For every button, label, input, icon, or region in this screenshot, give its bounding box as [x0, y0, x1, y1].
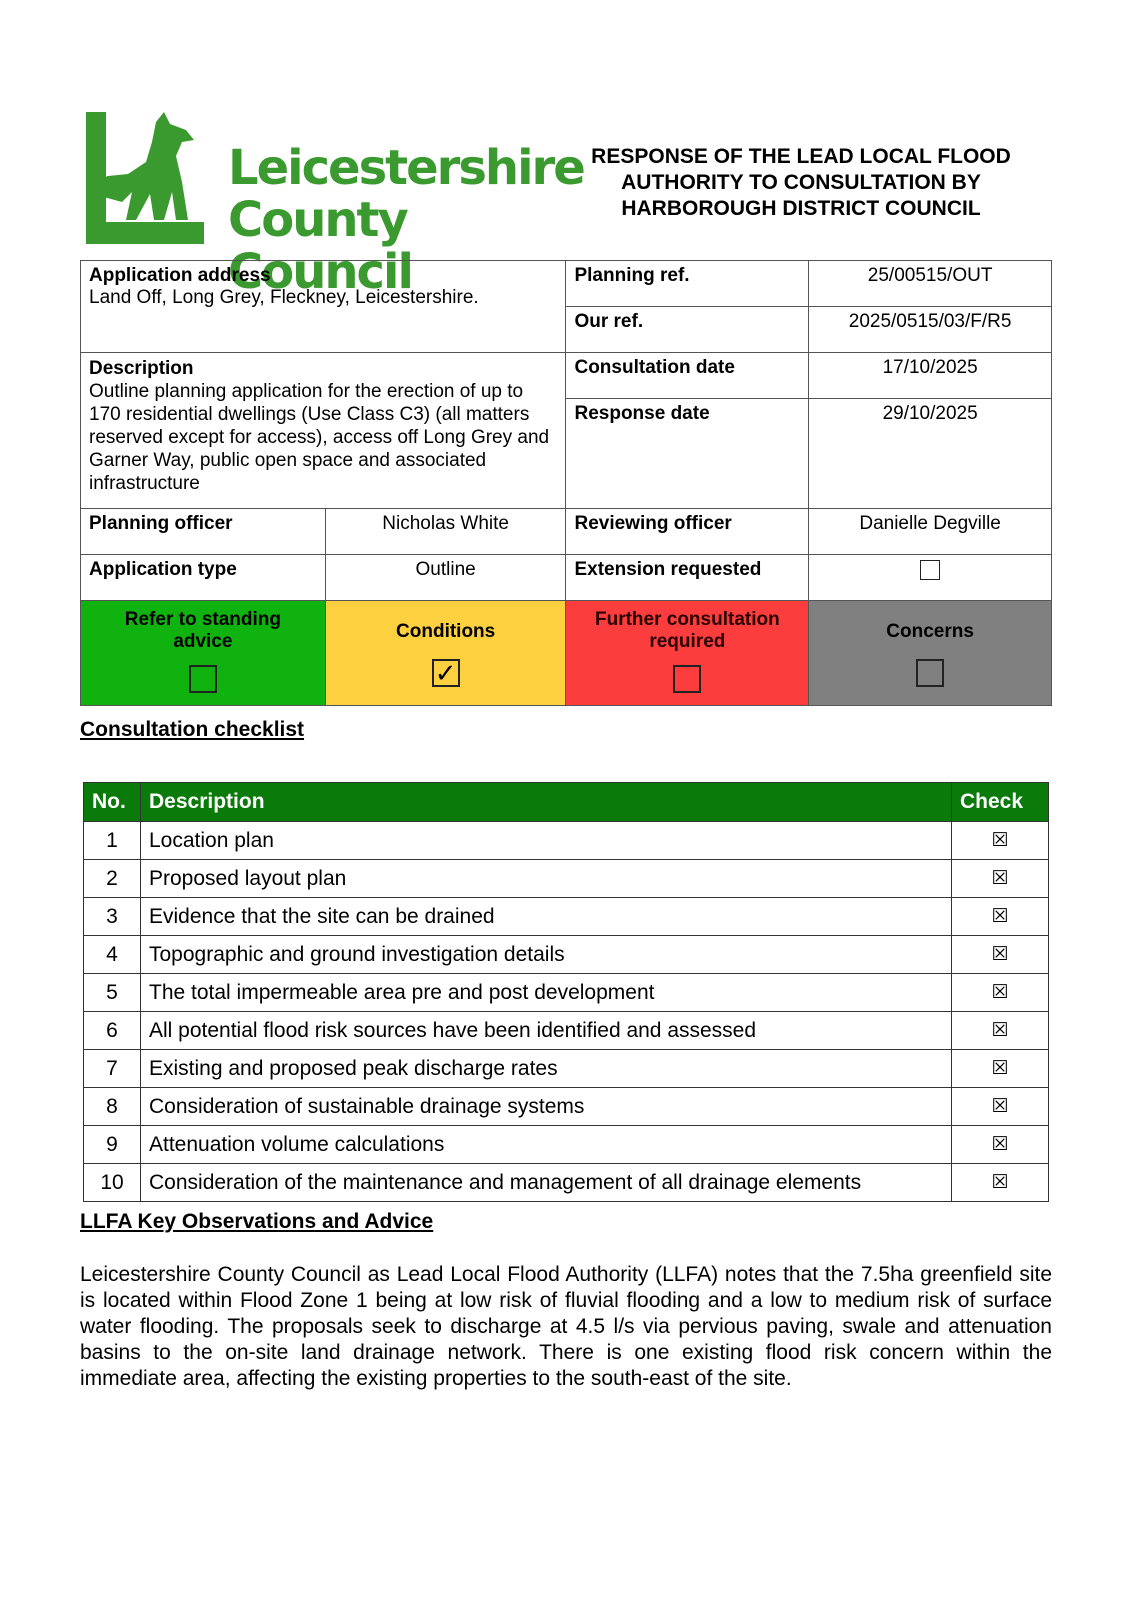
table-row [84, 1088, 1049, 1126]
status-further-consultation: Further consultation required [566, 601, 809, 706]
row-description: Evidence that the site can be drained [141, 898, 952, 936]
conditions-checkbox[interactable]: ✓ [432, 659, 460, 687]
concerns-checkbox[interactable] [916, 659, 944, 687]
our-ref-value: 2025/0515/03/F/R5 [809, 307, 1052, 353]
further-consultation-checkbox[interactable] [673, 665, 701, 693]
application-type-value: Outline [325, 555, 566, 601]
planning-ref-value: 25/00515/OUT [809, 261, 1052, 307]
table-row [84, 822, 1049, 860]
row-number: 6 [84, 1012, 141, 1050]
row-description: Attenuation volume calculations [141, 1126, 952, 1164]
extension-requested-label: Extension requested [566, 555, 809, 601]
consultation-checklist-table [83, 782, 1049, 1202]
row-number: 5 [84, 974, 141, 1012]
row-checkbox[interactable]: ☒ [952, 1126, 1049, 1164]
table-row [84, 898, 1049, 936]
status-standing-advice: Refer to standing advice [81, 601, 326, 706]
reviewing-officer-label: Reviewing officer [566, 509, 809, 555]
consultation-date-value: 17/10/2025 [809, 353, 1052, 399]
status-concerns: Concerns [809, 601, 1052, 706]
table-row [84, 1012, 1049, 1050]
logo-line-1: Leicestershire [228, 140, 584, 196]
application-type-label: Application type [81, 555, 326, 601]
row-checkbox[interactable]: ☒ [952, 1012, 1049, 1050]
response-date-value: 29/10/2025 [809, 399, 1052, 509]
row-description: Consideration of sustainable drainage systems [141, 1088, 952, 1126]
row-checkbox[interactable]: ☒ [952, 974, 1049, 1012]
row-checkbox[interactable]: ☒ [952, 860, 1049, 898]
logo-line-2: County Council [228, 192, 412, 300]
row-description: Proposed layout plan [141, 860, 952, 898]
row-number: 8 [84, 1088, 141, 1126]
reviewing-officer-value: Danielle Degville [809, 509, 1052, 555]
row-description: Location plan [141, 822, 952, 860]
row-description: The total impermeable area pre and post development [141, 974, 952, 1012]
row-description: All potential flood risk sources have been identified and assessed [141, 1012, 952, 1050]
table-row [84, 936, 1049, 974]
table-row [84, 974, 1049, 1012]
row-checkbox[interactable]: ☒ [952, 1088, 1049, 1126]
row-checkbox[interactable]: ☒ [952, 936, 1049, 974]
application-info-table [80, 260, 1052, 706]
row-description: Existing and proposed peak discharge rates [141, 1050, 952, 1088]
document-title: RESPONSE OF THE LEAD LOCAL FLOOD AUTHORITY TO CONSULTATION BY HARBOROUGH DISTRICT COUNCIL [591, 145, 1011, 220]
observations-heading: LLFA Key Observations and Advice [80, 1210, 434, 1233]
planning-officer-label: Planning officer [81, 509, 326, 555]
consultation-date-label: Consultation date [566, 353, 809, 399]
status-conditions: Conditions ✓ [325, 601, 566, 706]
checklist-heading: Consultation checklist [80, 718, 305, 741]
row-checkbox[interactable]: ☒ [952, 898, 1049, 936]
row-number: 1 [84, 822, 141, 860]
our-ref-label: Our ref. [566, 307, 809, 353]
row-checkbox[interactable]: ☒ [952, 1164, 1049, 1202]
planning-ref-label: Planning ref. [566, 261, 809, 307]
standing-advice-checkbox[interactable] [189, 665, 217, 693]
application-address-cell: Application address Land Off, Long Grey, Fleckney, Leicestershire. [81, 261, 566, 353]
column-header-description: Description [141, 783, 952, 822]
row-number: 4 [84, 936, 141, 974]
row-number: 9 [84, 1126, 141, 1164]
row-number: 3 [84, 898, 141, 936]
planning-officer-value: Nicholas White [325, 509, 566, 555]
table-row [84, 1126, 1049, 1164]
observations-paragraph: Leicestershire County Council as Lead Local Flood Authority (LLFA) notes that the 7.5ha greenfield site is located within Flood Zone 1 being at low risk of fluvial flooding and a low to medium risk of surface water flooding. The proposals seek to discharge at 4.5 l/s via pervious paving, swale and attenuation basins to the on-site land drainage network. There is one existing flood risk concern within the immediate area, affecting the existing properties to the south-east of the site. [80, 1263, 1052, 1390]
description-cell: Description Outline planning application for the erection of up to 170 residential dwellings (Use Class C3) (all matters reserved except for access), access off Long Grey and Garner Way, public open space and associated infrastructure [81, 353, 566, 509]
row-description: Topographic and ground investigation details [141, 936, 952, 974]
row-number: 10 [84, 1164, 141, 1202]
row-description: Consideration of the maintenance and management of all drainage elements [141, 1164, 952, 1202]
table-row [84, 860, 1049, 898]
table-row [84, 1050, 1049, 1088]
column-header-check: Check [952, 783, 1049, 822]
row-number: 2 [84, 860, 141, 898]
column-header-no: No. [84, 783, 141, 822]
row-checkbox[interactable]: ☒ [952, 1050, 1049, 1088]
fox-icon [86, 112, 211, 244]
row-number: 7 [84, 1050, 141, 1088]
extension-requested-checkbox[interactable] [920, 560, 940, 580]
row-checkbox[interactable]: ☒ [952, 822, 1049, 860]
response-date-label: Response date [566, 399, 809, 509]
table-row [84, 1164, 1049, 1202]
